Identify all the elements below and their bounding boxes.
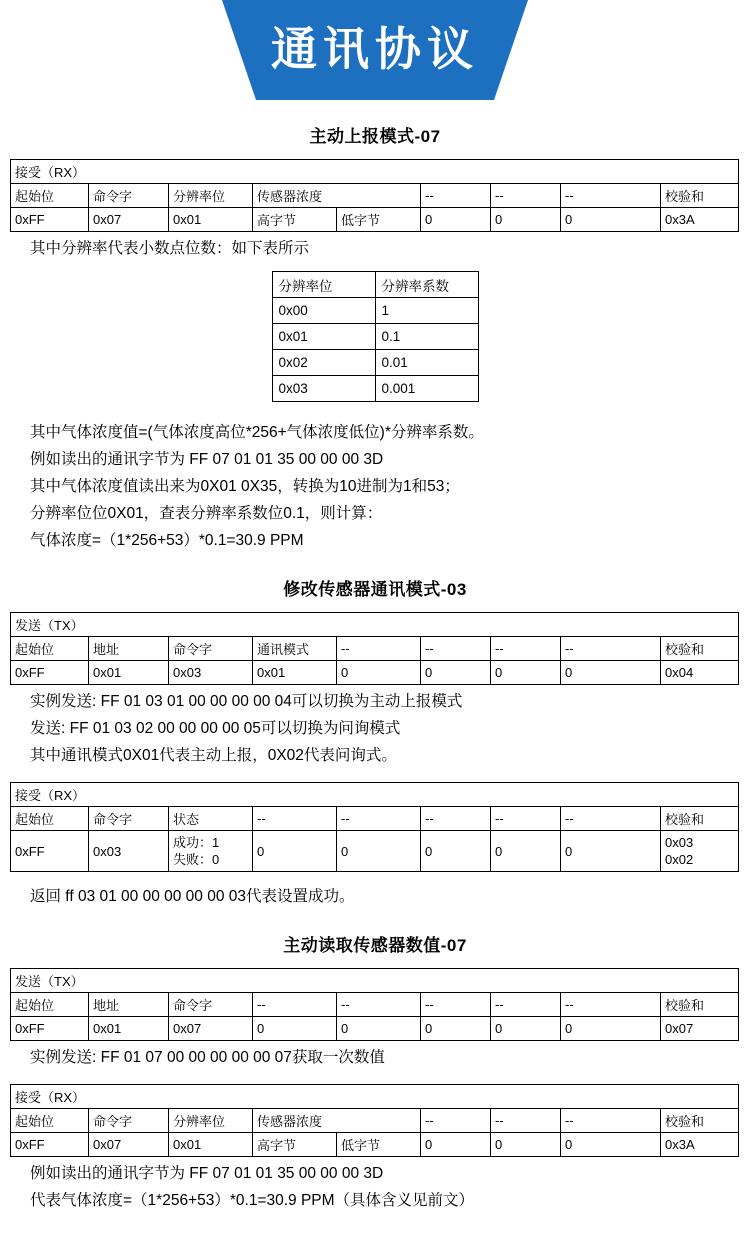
- table-caption: 接受（RX）: [11, 160, 739, 184]
- table-cell: 高字节: [253, 208, 337, 232]
- table-cell: 1: [375, 298, 478, 324]
- table-cell: 0: [561, 661, 661, 685]
- table-header-cell: --: [491, 993, 561, 1017]
- table-cell: 0: [337, 1017, 421, 1041]
- table-row: [11, 1017, 739, 1041]
- document-content: [0, 122, 750, 1227]
- table-header-cell: 起始位: [11, 993, 89, 1017]
- table-row: [272, 324, 478, 350]
- table-cell: 0: [253, 1017, 337, 1041]
- tx03-example-1: 实例发送: FF 01 03 01 00 00 00 00 04可以切换为主动上报模式: [30, 693, 463, 710]
- table-cell: 0: [337, 831, 421, 872]
- table-row: [11, 993, 739, 1017]
- table-rx-07: [10, 159, 739, 232]
- table-header-cell: --: [421, 807, 491, 831]
- table-row: [11, 613, 739, 637]
- table-cell: 0: [491, 831, 561, 872]
- table-header-cell: --: [337, 993, 421, 1017]
- table-cell: 0xFF: [11, 661, 89, 685]
- table-header-cell: 通讯模式: [253, 637, 337, 661]
- table-cell: 0x01: [272, 324, 375, 350]
- table-header-cell: 起始位: [11, 184, 89, 208]
- table-header-cell: 命令字: [169, 637, 253, 661]
- table-header-cell: --: [491, 637, 561, 661]
- table-row: [11, 783, 739, 807]
- table-cell: 0x03: [89, 831, 169, 872]
- checksum-fail: 0x02: [665, 852, 694, 867]
- table-header-cell: 起始位: [11, 1109, 89, 1133]
- page-title: 通讯协议: [271, 22, 479, 76]
- table-cell: 0x3A: [661, 1133, 739, 1157]
- table-rx-03: [10, 782, 739, 872]
- table-cell: 0xFF: [11, 1133, 89, 1157]
- table-header-cell: 校验和: [661, 1109, 739, 1133]
- table-header-cell: 地址: [89, 993, 169, 1017]
- table-row: [11, 1109, 739, 1133]
- table-cell: 0x01: [169, 208, 253, 232]
- table-cell: 低字节: [337, 208, 421, 232]
- table-header-cell: 起始位: [11, 637, 89, 661]
- table-header-cell: --: [561, 993, 661, 1017]
- table-row: [272, 298, 478, 324]
- section-title-active-report: 主动上报模式-07: [309, 127, 441, 146]
- table-cell: 0x3A: [661, 208, 739, 232]
- table-header-cell: 命令字: [89, 184, 169, 208]
- table-row: [11, 637, 739, 661]
- rx07-example-2: 代表气体浓度=（1*256+53）*0.1=30.9 PPM（具体含义见前文）: [30, 1192, 475, 1209]
- table-header-cell: --: [491, 807, 561, 831]
- section-title-change-mode: 修改传感器通讯模式-03: [283, 580, 467, 599]
- table-caption: 接受（RX）: [11, 783, 739, 807]
- table-header-cell: --: [421, 184, 491, 208]
- checksum-success: 0x03: [665, 835, 694, 850]
- tx03-example-3: 其中通讯模式0X01代表主动上报，0X02代表问询式。: [30, 747, 397, 764]
- table-cell: 0xFF: [11, 208, 89, 232]
- table-cell-checksum: [661, 831, 739, 872]
- table-rx-07-b: [10, 1084, 739, 1157]
- example-text-2: 其中气体浓度值读出来为0X01 0X35，转换为10进制为1和53；: [30, 478, 460, 495]
- table-caption: 发送（TX）: [11, 969, 739, 993]
- table-header-cell: --: [561, 807, 661, 831]
- table-cell: 0: [491, 661, 561, 685]
- table-cell: 0: [337, 661, 421, 685]
- table-header-cell: 命令字: [89, 1109, 169, 1133]
- table-cell: 0.1: [375, 324, 478, 350]
- table-row: [272, 350, 478, 376]
- rx07-example-1: 例如读出的通讯字节为 FF 07 01 01 35 00 00 00 3D: [30, 1165, 384, 1182]
- table-row: [11, 831, 739, 872]
- table-header-cell: 校验和: [661, 637, 739, 661]
- page-banner: [0, 0, 750, 100]
- table-cell: 0: [421, 1017, 491, 1041]
- table-cell: 0: [421, 661, 491, 685]
- table-header-cell: --: [491, 1109, 561, 1133]
- table-cell: 0: [561, 831, 661, 872]
- table-header-cell: 分辨率位: [169, 184, 253, 208]
- table-header-cell: 起始位: [11, 807, 89, 831]
- example-text-1: 例如读出的通讯字节为 FF 07 01 01 35 00 00 00 3D: [30, 451, 384, 468]
- table-cell: 0x00: [272, 298, 375, 324]
- table-header-cell: 传感器浓度: [253, 1109, 421, 1133]
- table-cell: 0: [491, 1017, 561, 1041]
- section-title-active-read: 主动读取传感器数值-07: [283, 936, 467, 955]
- table-header-cell: --: [253, 993, 337, 1017]
- table-row: [11, 160, 739, 184]
- table-header-cell: --: [337, 807, 421, 831]
- table-tx-07: [10, 968, 739, 1041]
- table-cell: 0x01: [89, 661, 169, 685]
- table-header-cell: --: [337, 637, 421, 661]
- table-cell: 0: [561, 1017, 661, 1041]
- table-cell: 0x02: [272, 350, 375, 376]
- table-header-cell: 命令字: [89, 807, 169, 831]
- rx03-note: 返回 ff 03 01 00 00 00 00 00 03代表设置成功。: [30, 888, 355, 905]
- table-row: [11, 208, 739, 232]
- table-row: [11, 969, 739, 993]
- table-row: [11, 184, 739, 208]
- table-header-cell: 命令字: [169, 993, 253, 1017]
- table-cell: 0: [421, 1133, 491, 1157]
- status-fail: 失败：0: [173, 852, 220, 867]
- table-cell: 0x03: [272, 376, 375, 402]
- table-cell: 0: [561, 1133, 661, 1157]
- table-cell: 0x03: [169, 661, 253, 685]
- tx03-example-2: 发送: FF 01 03 02 00 00 00 00 05可以切换为问询模式: [30, 720, 401, 737]
- table-caption: 接受（RX）: [11, 1085, 739, 1109]
- table-cell: 0x07: [89, 208, 169, 232]
- table-header-cell: 地址: [89, 637, 169, 661]
- table-cell: 高字节: [253, 1133, 337, 1157]
- resolution-intro-text: 其中分辨率代表小数点位数：如下表所示: [30, 240, 310, 257]
- table-resolution: [272, 271, 479, 402]
- table-cell: 0.01: [375, 350, 478, 376]
- table-header-cell: --: [421, 993, 491, 1017]
- formula-text: 其中气体浓度值=(气体浓度高位*256+气体浓度低位)*分辨率系数。: [30, 424, 484, 441]
- table-header-cell: 传感器浓度: [253, 184, 421, 208]
- table-cell: 低字节: [337, 1133, 421, 1157]
- table-cell: 0xFF: [11, 1017, 89, 1041]
- table-row: [11, 1133, 739, 1157]
- table-caption: 发送（TX）: [11, 613, 739, 637]
- table-cell: 0x07: [169, 1017, 253, 1041]
- status-success: 成功：1: [173, 835, 220, 850]
- table-cell: 0: [491, 1133, 561, 1157]
- table-cell: 0.001: [375, 376, 478, 402]
- table-row: [11, 661, 739, 685]
- table-header-cell: --: [421, 637, 491, 661]
- table-cell: 0: [561, 208, 661, 232]
- table-header-cell: 校验和: [661, 993, 739, 1017]
- table-cell-status: [169, 831, 253, 872]
- table-cell: 0x01: [89, 1017, 169, 1041]
- table-cell: 0xFF: [11, 831, 89, 872]
- table-header-cell: 分辨率位: [169, 1109, 253, 1133]
- table-cell: 0: [421, 831, 491, 872]
- table-row: [272, 272, 478, 298]
- table-cell: 0x01: [253, 661, 337, 685]
- table-header-cell: --: [561, 184, 661, 208]
- table-tx-03: [10, 612, 739, 685]
- table-cell: 0x01: [169, 1133, 253, 1157]
- example-text-3: 分辨率位位0X01，查表分辨率系数位0.1，则计算：: [30, 505, 383, 522]
- table-cell: 0: [421, 208, 491, 232]
- table-header-cell: --: [491, 184, 561, 208]
- table-header-cell: 分辨率位: [272, 272, 375, 298]
- table-row: [11, 807, 739, 831]
- table-cell: 0x07: [89, 1133, 169, 1157]
- table-header-cell: --: [421, 1109, 491, 1133]
- table-cell: 0: [491, 208, 561, 232]
- table-cell: 0x07: [661, 1017, 739, 1041]
- table-row: [272, 376, 478, 402]
- table-header-cell: 校验和: [661, 184, 739, 208]
- table-header-cell: --: [561, 1109, 661, 1133]
- table-header-cell: 校验和: [661, 807, 739, 831]
- table-header-cell: --: [253, 807, 337, 831]
- example-text-4: 气体浓度=（1*256+53）*0.1=30.9 PPM: [30, 532, 304, 549]
- table-row: [11, 1085, 739, 1109]
- table-header-cell: 分辨率系数: [375, 272, 478, 298]
- table-cell: 0x04: [661, 661, 739, 685]
- table-header-cell: --: [561, 637, 661, 661]
- tx07-example: 实例发送: FF 01 07 00 00 00 00 00 07获取一次数值: [30, 1049, 385, 1066]
- table-cell: 0: [253, 831, 337, 872]
- table-header-cell: 状态: [169, 807, 253, 831]
